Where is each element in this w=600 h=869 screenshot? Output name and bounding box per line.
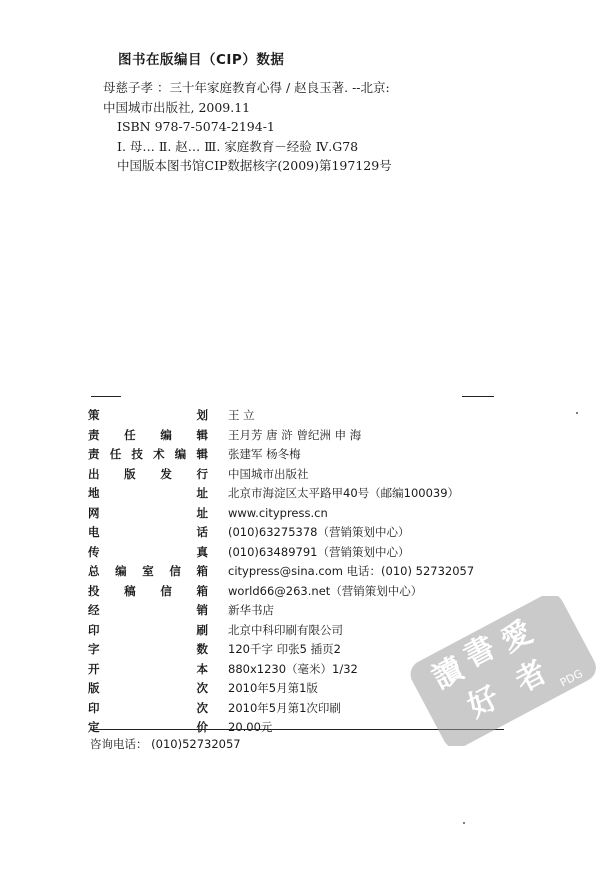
info-value: 北京市海淀区太平路甲40号（邮编100039） <box>228 486 460 500</box>
info-label: 定 价 <box>88 720 208 734</box>
info-value: 王月芳 唐 浒 曾纪洲 申 海 <box>228 427 362 442</box>
info-label: 经 销 <box>88 603 208 617</box>
info-value: 中国城市出版社 <box>228 466 309 481</box>
svg-text:PDG: PDG <box>557 666 585 690</box>
info-label: 总 编 室 信 箱 <box>88 564 208 578</box>
info-label: 出 版 发 行 <box>88 466 208 481</box>
info-label: 电 话 <box>88 525 208 539</box>
info-label: 开 本 <box>88 661 208 676</box>
scan-speck <box>576 412 578 414</box>
info-label: 责 任 技 术 编 辑 <box>88 447 208 461</box>
consult-phone: 咨询电话： (010)52732057 <box>90 737 241 751</box>
scan-speck <box>463 822 465 824</box>
info-label: 版 次 <box>88 681 208 695</box>
info-label: 印 次 <box>88 700 208 715</box>
info-value: 120千字 印张5 插页2 <box>228 642 341 656</box>
info-value: www.citypress.cn <box>228 505 328 520</box>
svg-text:者: 者 <box>509 654 553 700</box>
cip-line-subjects: Ⅰ. 母… Ⅱ. 赵… Ⅲ. 家庭教育－经验 Ⅳ.G78 <box>117 138 359 154</box>
top-rule-long <box>462 396 494 397</box>
info-label: 字 数 <box>88 642 208 656</box>
svg-text:書: 書 <box>458 629 502 675</box>
info-row <box>88 426 508 446</box>
info-value: 880x1230（毫米）1/32 <box>228 661 358 676</box>
info-value: 张建军 杨冬梅 <box>228 447 301 461</box>
svg-text:愛: 愛 <box>495 614 539 660</box>
info-row <box>88 562 508 582</box>
svg-text:讀: 讀 <box>426 651 470 697</box>
svg-text:好: 好 <box>462 679 506 725</box>
cip-line-isbn: ISBN 978-7-5074-2194-1 <box>117 119 275 134</box>
info-row <box>88 523 508 543</box>
info-value: 王 立 <box>228 408 255 422</box>
info-value: world66@263.net（营销策划中心） <box>228 583 423 598</box>
info-row <box>88 465 508 485</box>
info-value: 北京中科印刷有限公司 <box>228 622 343 637</box>
info-label: 印 刷 <box>88 622 208 637</box>
cip-record <box>103 78 523 176</box>
info-value: 2010年5月第1次印刷 <box>228 700 341 715</box>
info-row <box>88 504 508 524</box>
info-value: 新华书店 <box>228 603 274 617</box>
info-label: 责 任 编 辑 <box>88 427 208 442</box>
info-label: 地 址 <box>88 486 208 500</box>
cip-line-verification: 中国版本图书馆CIP数据核字(2009)第197129号 <box>117 158 392 173</box>
info-row <box>88 445 508 465</box>
info-row <box>88 484 508 504</box>
info-value: (010)63489791（营销策划中心） <box>228 544 410 559</box>
info-label: 策 划 <box>88 408 208 422</box>
cip-line-title: 母慈子孝 ：三十年家庭教育心得 / 赵良玉著. --北京: <box>103 80 390 95</box>
cip-heading: 图书在版编目（CIP）数据 <box>118 52 285 68</box>
info-label: 网 址 <box>88 505 208 520</box>
info-label: 投 稿 信 箱 <box>88 583 208 598</box>
info-label: 传 真 <box>88 544 208 559</box>
cip-line-publisher: 中国城市出版社, 2009.11 <box>103 99 251 115</box>
top-rule-short <box>91 396 121 397</box>
info-value: (010)63275378（营销策划中心） <box>228 525 410 539</box>
info-row <box>88 406 508 426</box>
info-value: 2010年5月第1版 <box>228 681 318 695</box>
info-row <box>88 543 508 563</box>
info-value: citypress@sina.com 电话：(010) 52732057 <box>228 564 475 578</box>
info-value: 20.00元 <box>228 720 273 734</box>
reader-seal-watermark <box>398 596 600 746</box>
